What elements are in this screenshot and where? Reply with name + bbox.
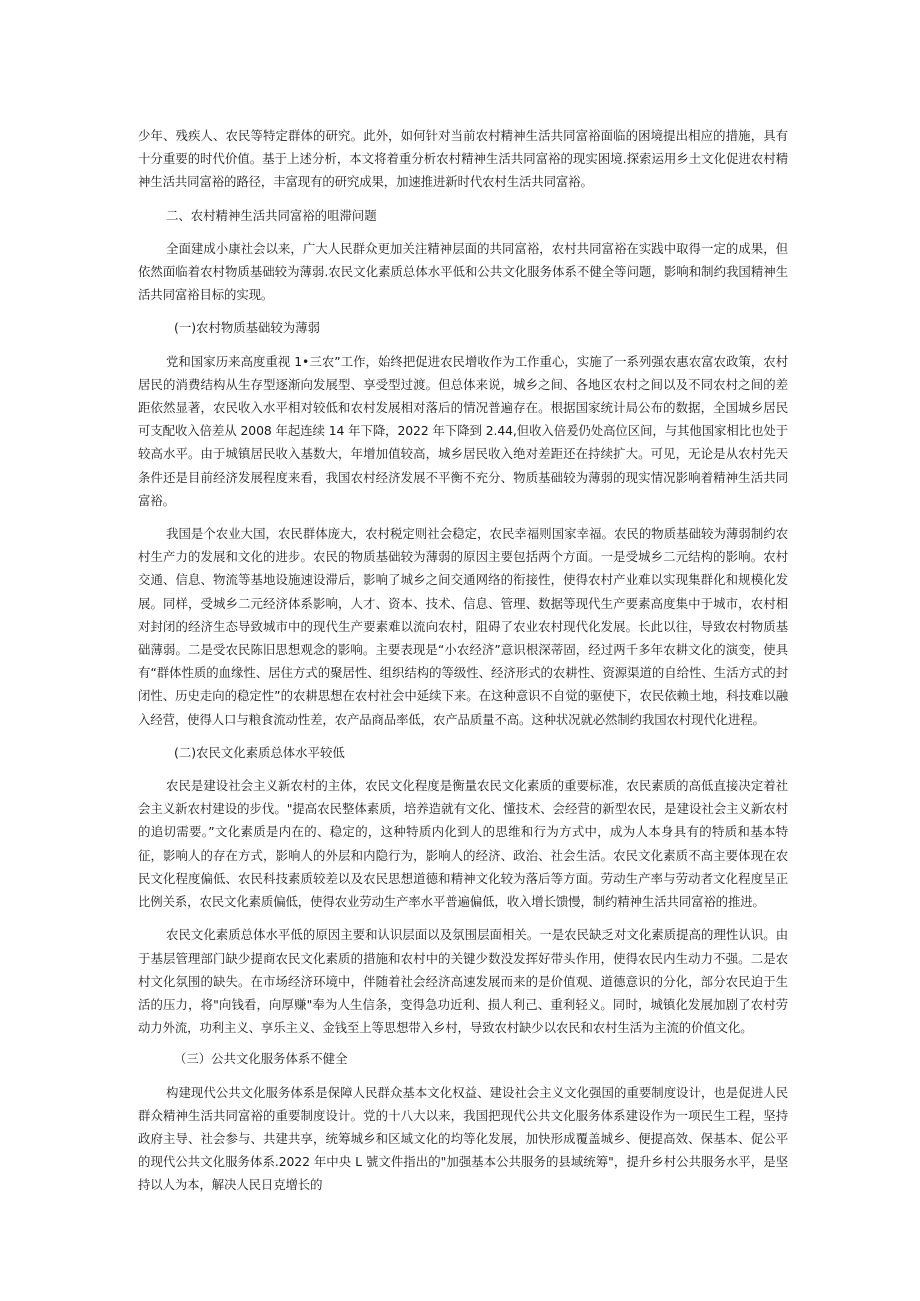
paragraph-material-foundation-1: 党和国家历来高度重视 1•三农”工作，始终把促进农民增收作为工作重心，实施了一系列强农惠农富农政策，农村居民的消费结构从生存型逐渐向发展型、享受型过渡。但总体来说，城乡之间、各地区农村之间以及不同农村之间的差距依然显著，农民收入水平相对较低和农村发展相对落后的情况普遍存在。根据国家统计局公布的数据，全国城乡居民可支配收入倍差从 2008 年起连续 14 年下降，2022 年下降到 2.44,但收入倍爰仍处高位区间，与其他国家相比也处于较高水平。由于城镇居民收入基数大，年增加值较高，城乡居民收入绝对差距还在持续扩大。可见，无论是从农村先天条件还是目前经济发展程度来看，我国农村经济发展不平衡不充分、物质基础较为薄弱的现实情况影响着精神生活共同富裕。 [138,353,788,508]
subheading-public-service: （三）公共文化服务体系不健全 [174,1051,348,1067]
section-heading-2: 二、农村精神生活共同富裕的咀滞问题 [166,207,377,223]
paragraph-section2-intro: 全面建成小康社会以来，广大人民群众更加关注精神层面的共同富裕，农村共同富裕在实践中取得一定的成果，但依然面临着农村物质基础较为薄弱.农民文化素质总体水平低和公共文化服务体系不健全等问题，影响和制约我国精神生活共同富裕目标的实现。 [138,240,788,303]
subheading-material-foundation: (一)农村物质基础较为薄弱 [174,320,320,336]
subheading-cultural-quality: (二)农民文化素质总体水平较低 [174,744,345,760]
paragraph-cultural-quality-2: 农民文化素质总体水平低的原因主要和认识层面以及氛围层面相关。一是农民缺乏对文化素质提高的理性认识。由于基层管理部门缺少提商农民文化素质的措施和农村中的关键少数没发挥好带头作用，使得农民内生动力不强。二是农村文化氛围的缺失。在市场经济环境中，伴随着社会经济高速发展而来的是价值观、道德意识的分化，部分农民迫于生活的压力，将"向钱看，向厚赚"奉为人生信条，变得急功近利、损人利己、重利轻义。同时，城镇化发展加剧了农村劳动力外流，功利主义、享乐主义、金钱至上等思想带入乡村，导致农村缺少以农民和农村生活为主流的价值文化。 [138,927,788,1036]
document-page [138,124,788,1197]
paragraph-intro-continued: 少年、残疾人、农民等特定群体的研究。此外，如何针对当前农村精神生活共同富裕面临的困境提出相应的措施，具有十分重要的时代价值。基于上述分析，本文将着重分析农村精神生活共同富裕的现实困境.探索运用乡土文化促进农村精神生活共同富裕的路径，丰富现有的研究成果，加速推进新时代农村生活共同富裕。 [138,128,788,190]
paragraph-cultural-quality-1: 农民是建设社会主义新农村的主体，农民文化程度是衡量农民文化素质的重要标准，农民素质的高低直接决定着社会主义新农村建设的步伐。"提高农民整体素质，培养造就有文化、懂技术、会经营的新型农民，是建设社会主义新农村的追切需要。”文化素质是内在的、稳定的，这种特质内化到人的思维和行为方式中，成为人本身具有的特质和基本特征，影响人的存在方式，影响人的外层和内隐行为，影响人的经济、政治、社会生活。农民文化素质不高主要体现在农民文化程度偏低、农民科技素质较差以及农民思想道德和精神文化较为落后等方面。劳动生产率与劳动者文化程度呈正比例关系，农民文化素质偏低，使得农业劳动生产率水平普遍偏低，收入增长馈慢，制约精神生活共同富裕的推进。 [138,778,788,910]
paragraph-material-foundation-2: 我国是个农业大国，农民群体庞大，农村税定则社会稳定，农民幸福则国家幸福。农民的物质基础较为薄弱制约农村生产力的发展和文化的进步。农民的物质基础较为薄弱的原因主要包括两个方面。一是受城乡二元结构的影响。农村交通、信息、物流等基地设施速设滞后，影响了城乡之间交通网络的衔接性，使得农村产业难以实现集群化和规模化发展。同样，受城乡二元经济体系影响，人才、资本、技术、信息、管理、数据等现代生产要素高度集中于城市，农村相对封闭的经济生态导致城市中的现代生产要素难以流向农村，阻碍了农业农村现代化发展。长此以往，导致农村物质基础薄弱。二是受农民陈旧思想观念的影响。主要表现是“小农经济”意识根深蒂固，经过两千多年农耕文化的演变，使具有“群体性质的血缘性、居住方式的聚居性、组织结构的等级性、经济形式的农耕性、资源渠道的自给性、生活方式的封闭性、历史走向的稳定性”的农耕思想在农村社会中延续下来。在这种意识不自觉的驱使下，农民依赖土地，科技难以融入经营，使得人口与粮食流动性差，农产品商品率低，农产品质量不高。这种状况就必然制约我国农村现代化进程。 [138,526,788,727]
paragraph-public-service-1: 构建现代公共文化服务体系是保障人民群众基本文化权益、建设社会主义文化强国的重要制度设计，也是促进人民群众精神生活共同富裕的重要制度设计。党的十八大以来，我国把现代公共文化服务体系建设作为一项民生工程，坚持政府主导、社会参与、共建共享，统筹城乡和区域文化的均等化发展，加快形成覆盖城乡、便提高效、保基本、促公平的现代公共文化服务体系.2022 年中央 L 號文件指出的"加强基本公共服务的县域统筹"，提升乡村公共服务水平，是坚持以人为本，解决人民日克增长的 [138,1084,788,1193]
